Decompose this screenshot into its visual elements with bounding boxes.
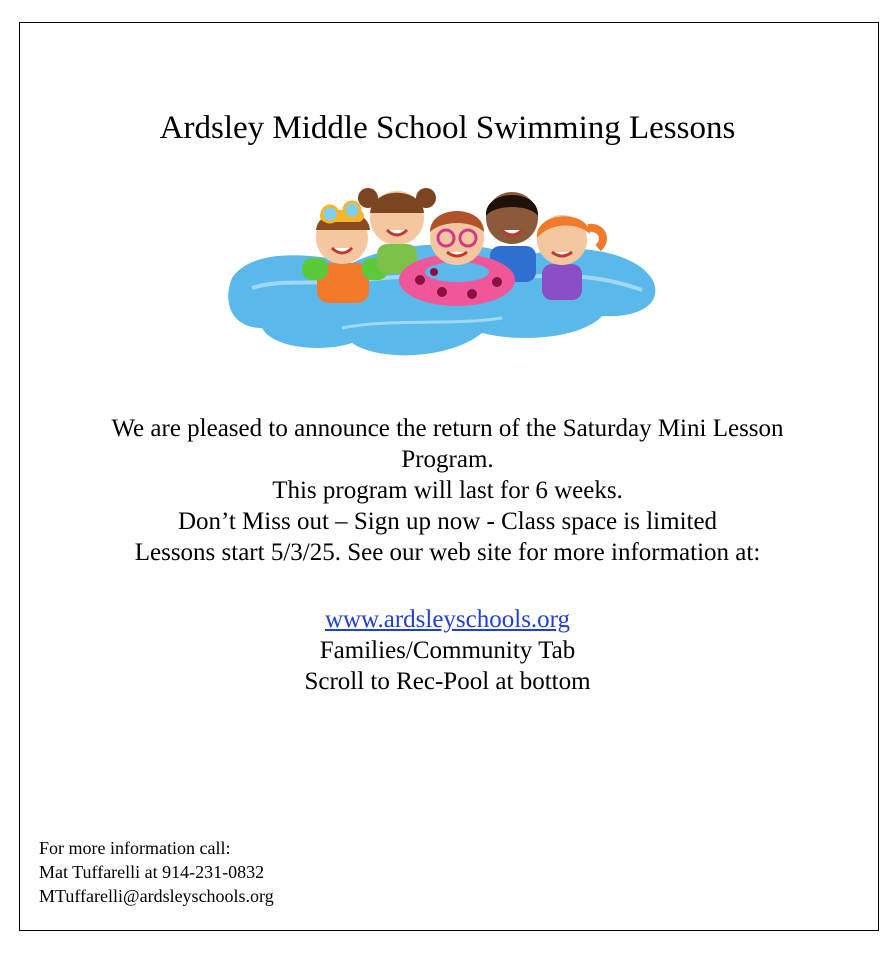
contact-heading: For more information call: xyxy=(39,838,231,858)
contact-info xyxy=(39,836,274,908)
flyer-title: Ardsley Middle School Swimming Lessons xyxy=(159,110,736,146)
announcement-line: Lessons start 5/3/25. See our web site for more information at: xyxy=(134,539,761,566)
directions-step: Scroll to Rec-Pool at bottom xyxy=(304,668,591,695)
contact-email: MTuffarelli@ardsleyschools.org xyxy=(39,886,274,906)
announcement-line: Program. xyxy=(401,446,494,473)
kids-swimming-pool-illustration xyxy=(222,168,662,368)
announcement-line: We are pleased to announce the return of the Saturday Mini Lesson xyxy=(111,415,784,442)
website-directions xyxy=(0,604,895,697)
directions-step: Families/Community Tab xyxy=(319,637,576,664)
website-link[interactable]: www.ardsleyschools.org xyxy=(324,606,571,633)
contact-phone: Mat Tuffarelli at 914-231-0832 xyxy=(39,862,265,882)
announcement-line: This program will last for 6 weeks. xyxy=(272,477,623,504)
announcement xyxy=(40,413,855,568)
announcement-line: Don’t Miss out – Sign up now - Class space is limited xyxy=(177,508,718,535)
